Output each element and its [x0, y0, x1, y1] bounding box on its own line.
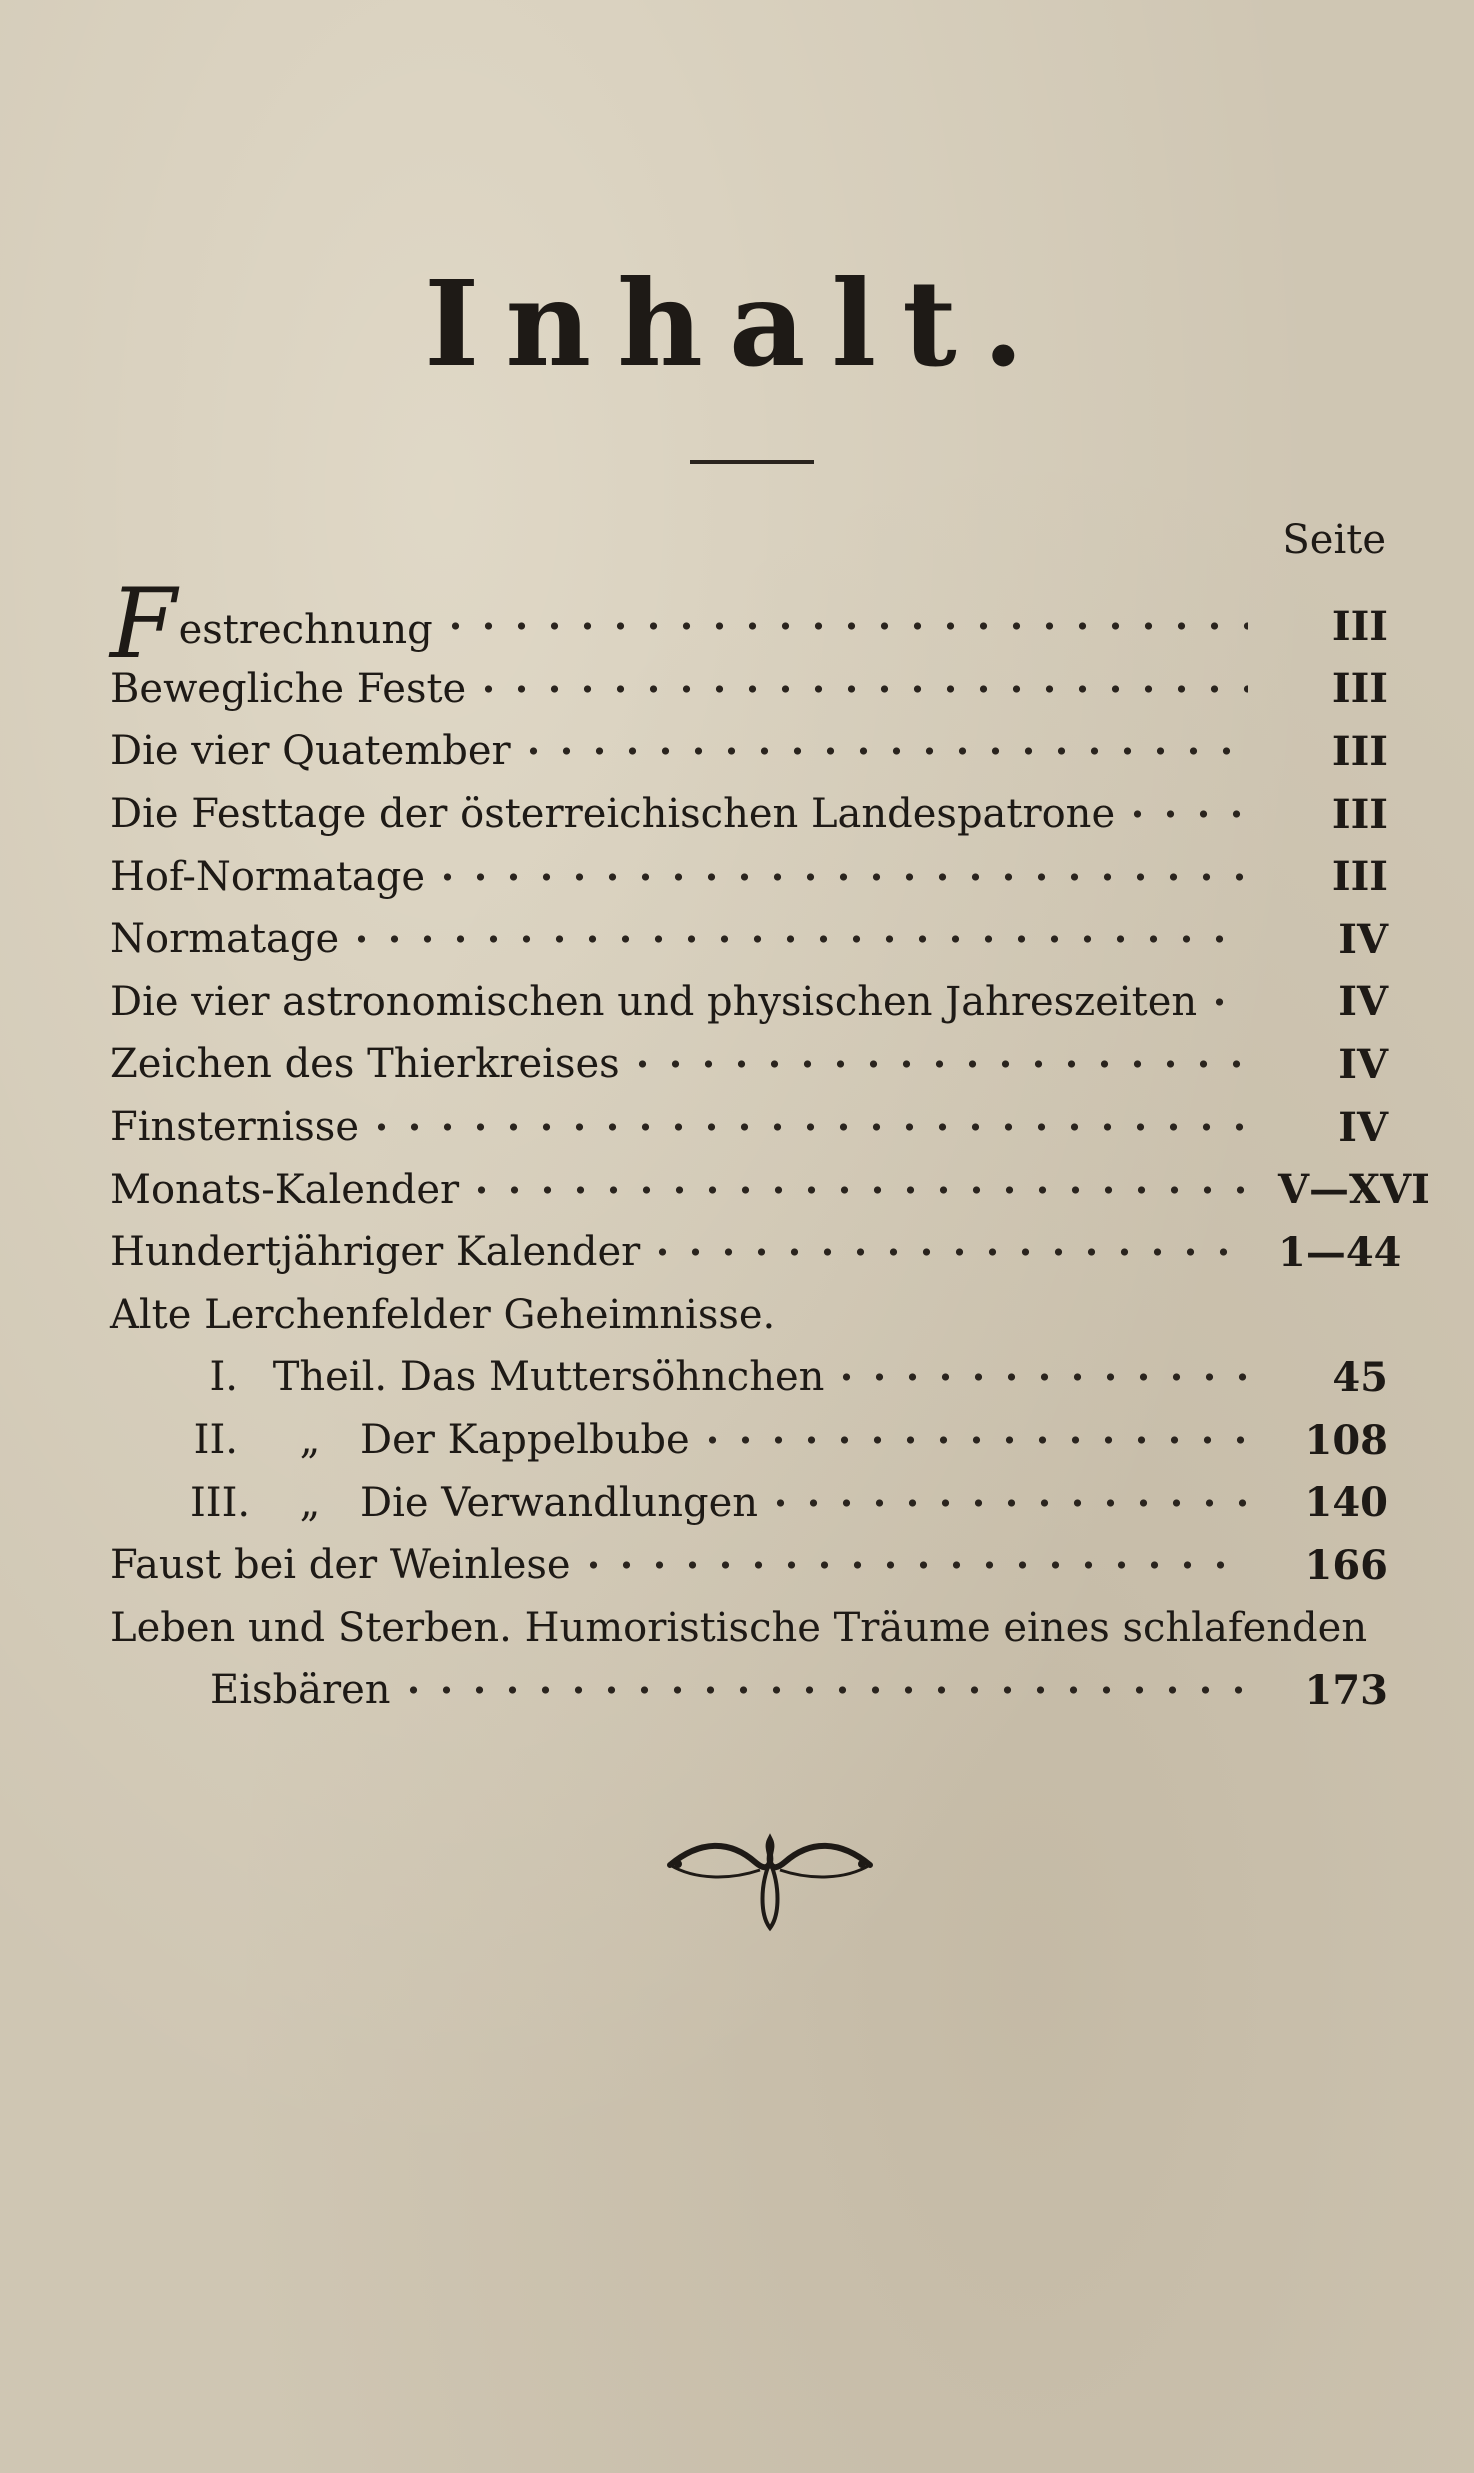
toc-entry-label: Faust bei der Weinlese: [110, 1542, 571, 1589]
table-of-contents: [110, 567, 1430, 1722]
toc-entry-page: 140: [1304, 1479, 1388, 1527]
toc-entry-label: Leben und Sterben. Humoristische Träume eines schlafenden: [110, 1604, 1368, 1651]
toc-entry-page: IV: [1338, 915, 1388, 963]
part-number: III.: [190, 1479, 251, 1526]
toc-entry-page: IV: [1338, 978, 1388, 1026]
dot-leader: [626, 1058, 1248, 1070]
toc-entry-page: V—XVI: [1278, 1166, 1430, 1214]
toc-entry-label: Die vier astronomischen und physischen Jahreszeiten: [110, 978, 1198, 1025]
toc-entry-page: IV: [1338, 1040, 1388, 1088]
toc-entry-page: 173: [1304, 1666, 1388, 1714]
ditto-mark: „: [299, 1417, 321, 1464]
part-number: I.: [209, 1354, 238, 1401]
toc-entry-page: 108: [1304, 1416, 1388, 1464]
dot-leader: [1121, 808, 1248, 820]
toc-entry-label: III. „ Die Verwandlungen: [190, 1479, 759, 1526]
title-rule: [690, 460, 814, 464]
toc-subentry: [110, 1409, 1388, 1472]
toc-entry: [110, 845, 1388, 908]
ornament-flourish-icon: [660, 1800, 880, 1940]
toc-entry-page: IV: [1338, 1103, 1388, 1151]
toc-entry-label: Bewegliche Feste: [110, 665, 467, 712]
toc-entry: [110, 908, 1388, 971]
toc-entry: [110, 658, 1388, 721]
toc-subentry: [110, 1471, 1388, 1534]
toc-entry-page: III: [1331, 727, 1388, 775]
column-header-seite: Seite: [1282, 517, 1386, 563]
toc-section-heading: [110, 1284, 1388, 1347]
initial-capital: F: [110, 567, 177, 680]
toc-entry-label: Normatage: [110, 916, 340, 963]
toc-entry-label: Die Festtage der österreichischen Landespatrone: [110, 791, 1116, 838]
toc-entry-page: III: [1331, 665, 1388, 713]
part-number: II.: [193, 1417, 238, 1464]
dot-leader: [345, 933, 1248, 945]
toc-entry-label: Finsternisse: [110, 1104, 359, 1151]
toc-entry-label: Die vier Quatember: [110, 728, 511, 775]
toc-entry-page: 166: [1304, 1541, 1388, 1589]
toc-subentry: [110, 1346, 1388, 1409]
dot-leader: [764, 1497, 1248, 1509]
toc-entry-label: Eisbären: [210, 1667, 391, 1714]
toc-entry-label: II. „ Der Kappelbube: [190, 1417, 690, 1463]
toc-entry: [110, 1534, 1388, 1597]
toc-entry: [110, 1597, 1388, 1660]
toc-entry: [110, 1221, 1402, 1284]
dot-leader: [465, 1184, 1248, 1196]
toc-entry-page: III: [1331, 853, 1388, 901]
toc-entry-page: III: [1331, 602, 1388, 650]
dot-leader: [365, 1121, 1248, 1133]
page-title: Inhalt.: [424, 254, 1050, 393]
toc-entry-label: Alte Lerchenfelder Geheimnisse.: [110, 1291, 776, 1338]
dot-leader: [472, 683, 1248, 695]
dot-leader: [397, 1684, 1248, 1696]
toc-entry: [110, 783, 1388, 846]
toc-entry-label: Festrechnung: [110, 567, 433, 680]
toc-entry-page: III: [1331, 790, 1388, 838]
dot-leader: [577, 1559, 1248, 1571]
toc-entry-label: Monats-Kalender: [110, 1166, 460, 1213]
toc-entry-label: Hundertjähriger Kalender: [110, 1229, 641, 1276]
toc-entry-continuation: [110, 1659, 1388, 1722]
toc-entry-label: Zeichen des Thierkreises: [110, 1041, 620, 1088]
toc-entry: [110, 1096, 1388, 1159]
dot-leader: [1203, 996, 1248, 1008]
toc-entry-page: 1—44: [1278, 1228, 1402, 1276]
toc-entry-page: 45: [1332, 1353, 1388, 1401]
ditto-mark: „: [299, 1479, 321, 1526]
toc-entry: [110, 720, 1388, 783]
dot-leader: [431, 871, 1248, 883]
toc-entry: [110, 567, 1388, 680]
toc-entry: [110, 971, 1388, 1034]
dot-leader: [517, 745, 1248, 757]
toc-entry: [110, 1033, 1388, 1096]
dot-leader: [646, 1246, 1248, 1258]
dot-leader: [830, 1371, 1248, 1383]
toc-entry-label: I. Theil. Das Muttersöhnchen: [190, 1354, 824, 1400]
toc-entry-label: Hof-Normatage: [110, 853, 426, 900]
dot-leader: [439, 620, 1248, 632]
toc-entry: [110, 1158, 1430, 1221]
dot-leader: [696, 1434, 1248, 1446]
